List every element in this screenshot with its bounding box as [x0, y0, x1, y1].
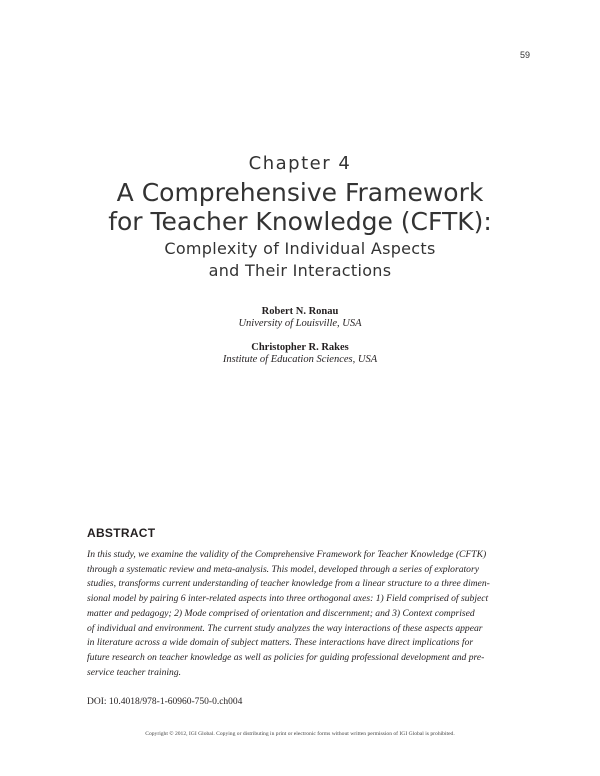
author-block — [0, 306, 600, 329]
copyright-notice: Copyright © 2012, IGI Global. Copying or distributing in print or electronic forms without written permission of IGI Global is prohibited. — [145, 731, 455, 737]
author-block — [0, 342, 600, 365]
abstract-line: through a systematic review and meta-analysis. This model, developed through a series of exploratory — [87, 563, 479, 575]
chapter-subtitle-line: Complexity of Individual Aspects — [164, 239, 436, 258]
chapter-subtitle — [0, 238, 600, 282]
abstract-line: of individual and environment. The current study analyzes the way interactions of these aspects appear — [87, 622, 483, 634]
chapter-title — [0, 178, 600, 236]
abstract-line: studies, transforms current understanding of teacher knowledge from a linear structure to a three dimen- — [87, 578, 490, 590]
chapter-title-line: A Comprehensive Framework — [116, 178, 484, 207]
author-name: Christopher R. Rakes — [251, 342, 349, 353]
abstract-body — [87, 548, 527, 680]
abstract-line: matter and pedagogy; 2) Mode comprised of orientation and discernment; and 3) Context comprised — [87, 607, 475, 619]
abstract-line: future research on teacher knowledge as well as policies for guiding professional development and pre- — [87, 651, 485, 663]
abstract-line: In this study, we examine the validity of the Comprehensive Framework for Teacher Knowledge (CFTK) — [87, 549, 487, 560]
chapter-subtitle-line: and Their Interactions — [208, 261, 392, 280]
author-affiliation: Institute of Education Sciences, USA — [222, 354, 378, 365]
chapter-label: Chapter 4 — [248, 153, 352, 174]
abstract-heading: ABSTRACT — [87, 526, 156, 540]
abstract-line: in literature across a wide domain of subject matters. These interactions have direct implications for — [87, 637, 474, 649]
author-name: Robert N. Ronau — [261, 306, 339, 317]
abstract-line: sional model by pairing 6 inter-related aspects into three orthogonal axes: 1) Field comprised of subject — [87, 593, 489, 605]
page-number: 59 — [519, 50, 530, 60]
author-affiliation: University of Louisville, USA — [238, 318, 362, 329]
chapter-title-line: for Teacher Knowledge (CFTK): — [108, 207, 492, 236]
doi-line: DOI: 10.4018/978-1-60960-750-0.ch004 — [87, 697, 243, 707]
abstract-line: service teacher training. — [87, 666, 182, 678]
